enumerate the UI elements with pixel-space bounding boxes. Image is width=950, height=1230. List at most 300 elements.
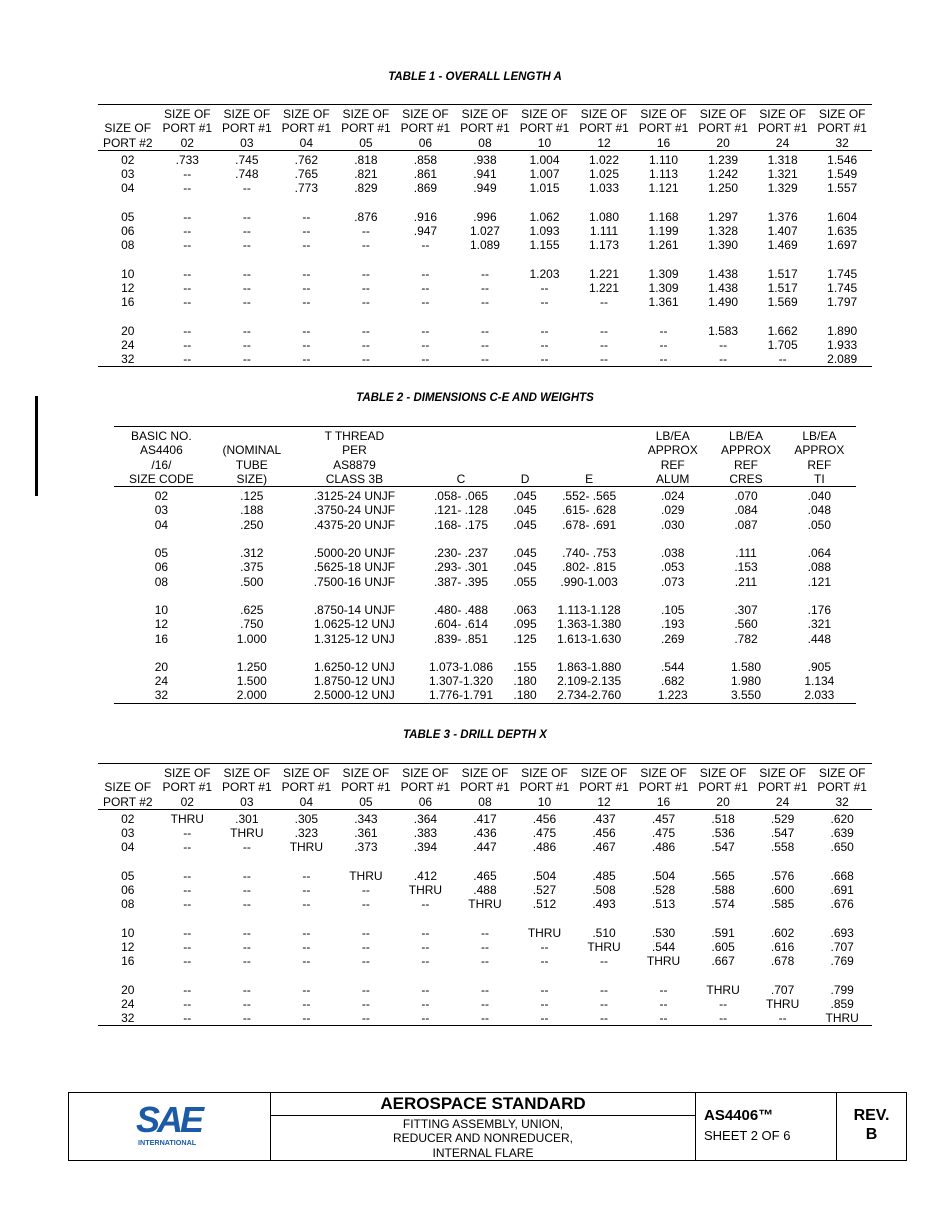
value-cell: 1.328: [708, 224, 739, 239]
value-cell: .530: [651, 925, 676, 940]
value-cell: .667: [711, 954, 735, 969]
value-cell: .188: [240, 503, 264, 518]
value-cell: .180: [508, 688, 542, 703]
value-cell: 1.033: [589, 181, 620, 196]
value-cell: .947: [413, 224, 438, 239]
value-cell: .990-1.003: [560, 574, 618, 589]
value-cell: 1.297: [708, 209, 739, 224]
table-row: [114, 688, 856, 703]
value-cell: .064: [807, 546, 831, 561]
value-cell: --: [242, 883, 251, 898]
header-line: E: [585, 471, 594, 486]
value-cell: .858: [413, 152, 438, 167]
value-cell: --: [753, 352, 813, 367]
value-cell: 1.363-1.380: [557, 617, 622, 632]
value-cell: --: [242, 266, 251, 281]
column-header-port2: [98, 105, 158, 151]
column-header-port1: [217, 764, 277, 810]
value-cell: .125: [513, 631, 537, 646]
value-cell: .095: [513, 617, 537, 632]
header-line: 02: [180, 135, 194, 150]
header-line: SIZE OF: [402, 766, 449, 780]
value-cell: --: [361, 323, 370, 338]
value-cell: --: [659, 337, 668, 352]
value-cell: --: [540, 954, 549, 969]
header-line: 04: [299, 135, 314, 150]
value-cell: .312: [240, 546, 264, 561]
header-line: PORT #1: [281, 121, 332, 136]
value-cell: --: [421, 954, 430, 969]
header-line: 03: [240, 794, 254, 809]
value-cell: .053: [661, 560, 685, 575]
value-cell: THRU: [527, 925, 562, 940]
value-cell: .394: [413, 840, 438, 855]
header-line: PORT #1: [579, 780, 629, 795]
header-line: /16/: [151, 457, 172, 472]
value-cell: .125: [240, 489, 264, 504]
table-row: [98, 196, 872, 224]
value-cell: THRU: [170, 811, 204, 826]
value-cell: 1.221: [589, 280, 620, 295]
table-row: [114, 575, 856, 589]
value-cell: 1.261: [648, 238, 679, 253]
value-cell: 1.438: [708, 280, 739, 295]
value-cell: .678- .691: [562, 517, 617, 532]
column-header-port1: [336, 105, 396, 151]
sae-logo-icon: [135, 1100, 205, 1152]
value-cell: .4375-20 UNJF: [313, 517, 396, 532]
header-line: 08: [478, 794, 492, 809]
header-line: SIZE OF: [699, 766, 747, 780]
value-cell: 1.004: [529, 152, 560, 167]
table2-caption: TABLE 2 - DIMENSIONS C-E AND WEIGHTS: [356, 392, 594, 404]
value-cell: .676: [830, 897, 854, 912]
value-cell: --: [421, 280, 430, 295]
header-line: 32: [835, 794, 849, 809]
column-header: [783, 427, 856, 487]
header-line: PORT #1: [757, 780, 808, 795]
value-cell: .457: [651, 811, 676, 826]
table-row: [98, 181, 872, 195]
value-cell: .560: [734, 617, 758, 632]
column-header-port1: [574, 764, 634, 810]
value-cell: --: [183, 982, 192, 997]
header-line: 10: [537, 135, 552, 150]
value-cell: 1.580: [730, 659, 762, 674]
value-cell: 1.199: [648, 224, 679, 239]
value-cell: 1.309: [648, 266, 679, 281]
table-row: [98, 1011, 872, 1026]
value-cell: .650: [830, 840, 854, 855]
value-cell: .045: [513, 517, 537, 532]
value-cell: --: [753, 1011, 813, 1026]
header-line: PORT #1: [281, 780, 332, 795]
value-cell: --: [480, 954, 489, 969]
row-label-cell: 20: [121, 323, 135, 338]
value-cell: 1.0625-12 UNJ: [314, 617, 395, 632]
value-cell: .769: [830, 954, 854, 969]
value-cell: --: [480, 337, 489, 352]
column-header-port1: [158, 105, 218, 151]
header-line: REF: [660, 457, 685, 472]
value-cell: --: [719, 337, 728, 352]
column-header-port1: [455, 105, 515, 151]
value-cell: --: [183, 266, 192, 281]
value-cell: --: [421, 295, 430, 310]
value-cell: --: [242, 840, 251, 855]
value-cell: .305: [294, 811, 319, 826]
value-cell: .782: [734, 631, 758, 646]
value-cell: --: [540, 295, 549, 310]
value-cell: THRU: [408, 883, 443, 898]
value-cell: .600: [770, 883, 795, 898]
value-cell: --: [183, 224, 192, 239]
column-header-port1: [336, 764, 396, 810]
value-cell: .058- .065: [433, 489, 489, 504]
value-cell: 2.109-2.135: [557, 674, 622, 689]
value-cell: 1.697: [827, 238, 858, 253]
value-cell: .373: [354, 840, 378, 855]
header-line: SIZE OF: [580, 107, 628, 121]
value-cell: --: [480, 996, 489, 1011]
value-cell: --: [421, 897, 430, 912]
value-cell: .111: [735, 546, 757, 561]
value-cell: --: [242, 996, 251, 1011]
value-cell: --: [242, 337, 251, 352]
value-cell: .762: [294, 152, 319, 167]
header-line: SIZE OF: [818, 107, 866, 121]
value-cell: 1.203: [529, 266, 560, 281]
value-cell: .7500-16 UNJF: [313, 574, 396, 589]
value-cell: .528: [651, 883, 676, 898]
value-cell: --: [574, 1011, 634, 1026]
header-line: SIZE): [236, 471, 268, 486]
table-row: [114, 503, 856, 517]
table-row: [114, 560, 856, 574]
value-cell: --: [183, 883, 192, 898]
row-label-cell: 12: [121, 280, 135, 295]
value-cell: .544: [651, 939, 676, 954]
value-cell: --: [421, 238, 430, 253]
header-line: SIZE OF: [283, 766, 330, 780]
row-label-cell: 08: [121, 897, 135, 912]
header-line: SIZE CODE: [129, 471, 194, 486]
row-label-cell: 02: [121, 152, 135, 167]
value-cell: .030: [661, 517, 685, 532]
value-cell: .070: [734, 489, 758, 504]
value-cell: .773: [294, 181, 319, 196]
value-cell: .105: [661, 602, 685, 617]
value-cell: --: [183, 238, 192, 253]
value-cell: --: [277, 1011, 337, 1026]
header-line: PORT #1: [400, 121, 451, 136]
value-cell: 1.113-1.128: [557, 602, 621, 617]
value-cell: .045: [513, 546, 537, 561]
column-header-port1: [515, 105, 575, 151]
value-cell: .121- .128: [433, 503, 489, 518]
title-line: INTERNAL FLARE: [432, 1145, 534, 1160]
value-cell: .536: [711, 826, 735, 841]
value-cell: .707: [830, 939, 854, 954]
value-cell: --: [183, 939, 192, 954]
value-cell: .916: [413, 209, 438, 224]
value-cell: .486: [651, 840, 676, 855]
header-line: SIZE OF: [223, 766, 271, 780]
column-header: [542, 427, 636, 487]
value-cell: .447: [473, 840, 497, 855]
column-header: [209, 427, 295, 487]
row-label-cell: 24: [121, 996, 135, 1011]
value-cell: --: [600, 954, 609, 969]
value-cell: .839- .851: [433, 631, 489, 646]
header-line: BASIC NO.: [131, 429, 192, 443]
value-cell: THRU: [587, 939, 621, 954]
header-line: PORT #1: [638, 121, 689, 136]
value-cell: --: [242, 982, 251, 997]
revision-change-bar: [35, 396, 38, 496]
row-label-cell: 24: [121, 337, 135, 352]
value-cell: --: [242, 954, 251, 969]
value-cell: --: [719, 996, 728, 1011]
header-line: SIZE OF: [104, 780, 152, 795]
value-cell: --: [302, 954, 311, 969]
value-cell: --: [336, 352, 396, 367]
value-cell: .733: [175, 152, 199, 167]
value-cell: .529: [770, 811, 795, 826]
header-line: APPROX: [647, 443, 698, 458]
value-cell: 2.5000-12 UNJ: [295, 688, 414, 703]
value-cell: .087: [734, 517, 758, 532]
value-cell: --: [183, 337, 192, 352]
header-line: 12: [597, 794, 611, 809]
header-line: PORT #1: [162, 121, 213, 136]
value-cell: 1.745: [827, 266, 858, 281]
table-row: [98, 253, 872, 281]
header-line: APPROX: [721, 443, 772, 458]
header-row: [98, 105, 872, 151]
value-cell: --: [693, 1011, 753, 1026]
row-label-cell: 20: [154, 659, 169, 674]
value-cell: 1.933: [827, 337, 858, 352]
column-header-port1: [634, 105, 694, 151]
value-cell: --: [361, 238, 370, 253]
value-cell: 1.134: [804, 674, 835, 689]
value-cell: .301: [235, 811, 259, 826]
table-row: [98, 338, 872, 352]
value-cell: .040: [807, 489, 831, 504]
value-cell: .307: [734, 602, 758, 617]
table-row: [98, 954, 872, 968]
value-cell: 1.000: [236, 631, 267, 646]
header-line: PORT #1: [222, 121, 272, 136]
row-label-cell: 16: [121, 954, 135, 969]
header-line: T THREAD: [324, 429, 385, 443]
value-cell: .084: [734, 503, 758, 518]
header-line: SIZE OF: [640, 766, 687, 780]
row-label-cell: 03: [121, 167, 135, 182]
value-cell: .153: [734, 560, 758, 575]
value-cell: .493: [592, 897, 616, 912]
value-cell: 1.569: [767, 295, 798, 310]
row-label-cell: 03: [121, 826, 135, 841]
header-line: PORT #1: [638, 780, 689, 795]
table-row: [98, 150, 872, 167]
row-label-cell: 05: [121, 868, 135, 883]
value-cell: .605: [711, 939, 735, 954]
value-cell: .475: [532, 826, 557, 841]
table-row: [98, 809, 872, 826]
value-cell: --: [302, 939, 311, 954]
value-cell: .155: [513, 659, 537, 674]
value-cell: --: [693, 352, 753, 367]
value-cell: --: [361, 996, 370, 1011]
value-cell: 1.438: [708, 266, 739, 281]
column-header-port1: [396, 764, 456, 810]
value-cell: THRU: [349, 868, 383, 883]
value-cell: 1.239: [708, 152, 739, 167]
value-cell: --: [421, 996, 430, 1011]
header-line: 20: [716, 135, 730, 150]
value-cell: 1.321: [767, 167, 798, 182]
table2-dimensions-weights: [114, 426, 856, 704]
value-cell: --: [242, 280, 251, 295]
value-cell: .504: [651, 868, 676, 883]
value-cell: .513: [651, 897, 676, 912]
value-cell: 1.376: [767, 209, 798, 224]
value-cell: .364: [413, 811, 438, 826]
title-line: REDUCER AND NONREDUCER,: [392, 1131, 574, 1146]
value-cell: --: [455, 352, 515, 367]
value-cell: .073: [661, 574, 685, 589]
value-cell: --: [659, 982, 668, 997]
value-cell: .269: [661, 631, 685, 646]
value-cell: .615- .628: [562, 503, 617, 518]
row-label-cell: 32: [98, 352, 158, 367]
value-cell: .547: [770, 826, 795, 841]
revision-value: B: [865, 1126, 878, 1143]
value-cell: --: [242, 181, 251, 196]
value-cell: 2.000: [209, 688, 295, 703]
row-label-cell: 06: [121, 224, 135, 239]
value-cell: THRU: [468, 897, 502, 912]
row-label-cell: 10: [121, 266, 135, 281]
header-row: [98, 764, 872, 810]
value-cell: 1.797: [827, 295, 858, 310]
value-cell: .558: [770, 840, 795, 855]
value-cell: --: [336, 1011, 396, 1026]
value-cell: .437: [592, 811, 616, 826]
value-cell: .602: [770, 925, 795, 940]
value-cell: --: [302, 982, 311, 997]
value-cell: THRU: [289, 840, 324, 855]
value-cell: 2.033: [783, 688, 856, 703]
header-line: 20: [716, 794, 730, 809]
header-line: PORT #1: [162, 780, 213, 795]
title-line: FITTING ASSEMBLY, UNION,: [402, 1117, 564, 1131]
value-cell: .383: [413, 826, 438, 841]
value-cell: .230- .237: [433, 546, 489, 561]
table1-caption: TABLE 1 - OVERALL LENGTH A: [388, 71, 562, 83]
row-label-cell: 03: [154, 503, 169, 518]
value-cell: .527: [532, 883, 557, 898]
value-cell: --: [540, 982, 549, 997]
header-line: PORT #1: [341, 121, 391, 136]
value-cell: 1.173: [589, 238, 620, 253]
value-cell: --: [302, 996, 311, 1011]
value-cell: --: [480, 280, 489, 295]
value-cell: 1.604: [827, 209, 858, 224]
table-row: [98, 969, 872, 997]
table-row: [114, 674, 856, 688]
header-line: CLASS 3B: [325, 471, 384, 486]
value-cell: 1.3125-12 UNJ: [314, 631, 395, 646]
value-cell: --: [242, 868, 251, 883]
header-line: PORT #1: [519, 121, 570, 136]
value-cell: .293- .301: [433, 560, 489, 575]
value-cell: --: [302, 224, 311, 239]
value-cell: .375: [240, 560, 264, 575]
value-cell: .8750-14 UNJF: [313, 602, 396, 617]
value-cell: .045: [513, 560, 537, 575]
row-label-cell: 12: [154, 617, 169, 632]
value-cell: THRU: [706, 982, 740, 997]
value-cell: --: [183, 323, 192, 338]
header-line: 32: [835, 135, 849, 150]
value-cell: .508: [592, 883, 616, 898]
header-line: PORT #1: [460, 780, 510, 795]
table-row: [98, 840, 872, 854]
value-cell: --: [540, 323, 549, 338]
value-cell: --: [361, 266, 370, 281]
value-cell: .387- .395: [433, 574, 489, 589]
value-cell: 1.025: [589, 167, 620, 182]
value-cell: .802- .815: [562, 560, 617, 575]
value-cell: 1.027: [469, 224, 500, 239]
value-cell: .668: [830, 868, 854, 883]
value-cell: .941: [473, 167, 497, 182]
header-line: C: [456, 471, 466, 486]
revision-label: REV.: [853, 1107, 890, 1124]
header-line: SIZE OF: [640, 107, 687, 121]
value-cell: --: [600, 295, 609, 310]
value-cell: --: [183, 280, 192, 295]
value-cell: .211: [734, 574, 758, 589]
header-line: SIZE OF: [163, 766, 211, 780]
header-line: 03: [240, 135, 254, 150]
value-cell: 1.007: [529, 167, 560, 182]
value-cell: .518: [711, 811, 735, 826]
table-row: [98, 238, 872, 252]
value-cell: 1.015: [529, 181, 560, 196]
row-label-cell: 10: [154, 602, 169, 617]
header-line: (NOMINAL: [222, 443, 282, 458]
value-cell: .488: [473, 883, 497, 898]
header-line: 12: [597, 135, 611, 150]
title-block-center: [271, 1093, 696, 1160]
value-cell: --: [242, 939, 251, 954]
row-label-cell: 02: [154, 489, 169, 504]
value-cell: 1.407: [767, 224, 798, 239]
value-cell: 1.307-1.320: [428, 674, 494, 689]
header-line: 05: [359, 794, 373, 809]
row-label-cell: 06: [121, 883, 135, 898]
value-cell: .574: [711, 897, 735, 912]
value-cell: --: [421, 337, 430, 352]
table-row: [98, 352, 872, 367]
value-cell: .436: [473, 826, 497, 841]
table-row: [114, 518, 856, 532]
value-cell: --: [217, 1011, 277, 1026]
